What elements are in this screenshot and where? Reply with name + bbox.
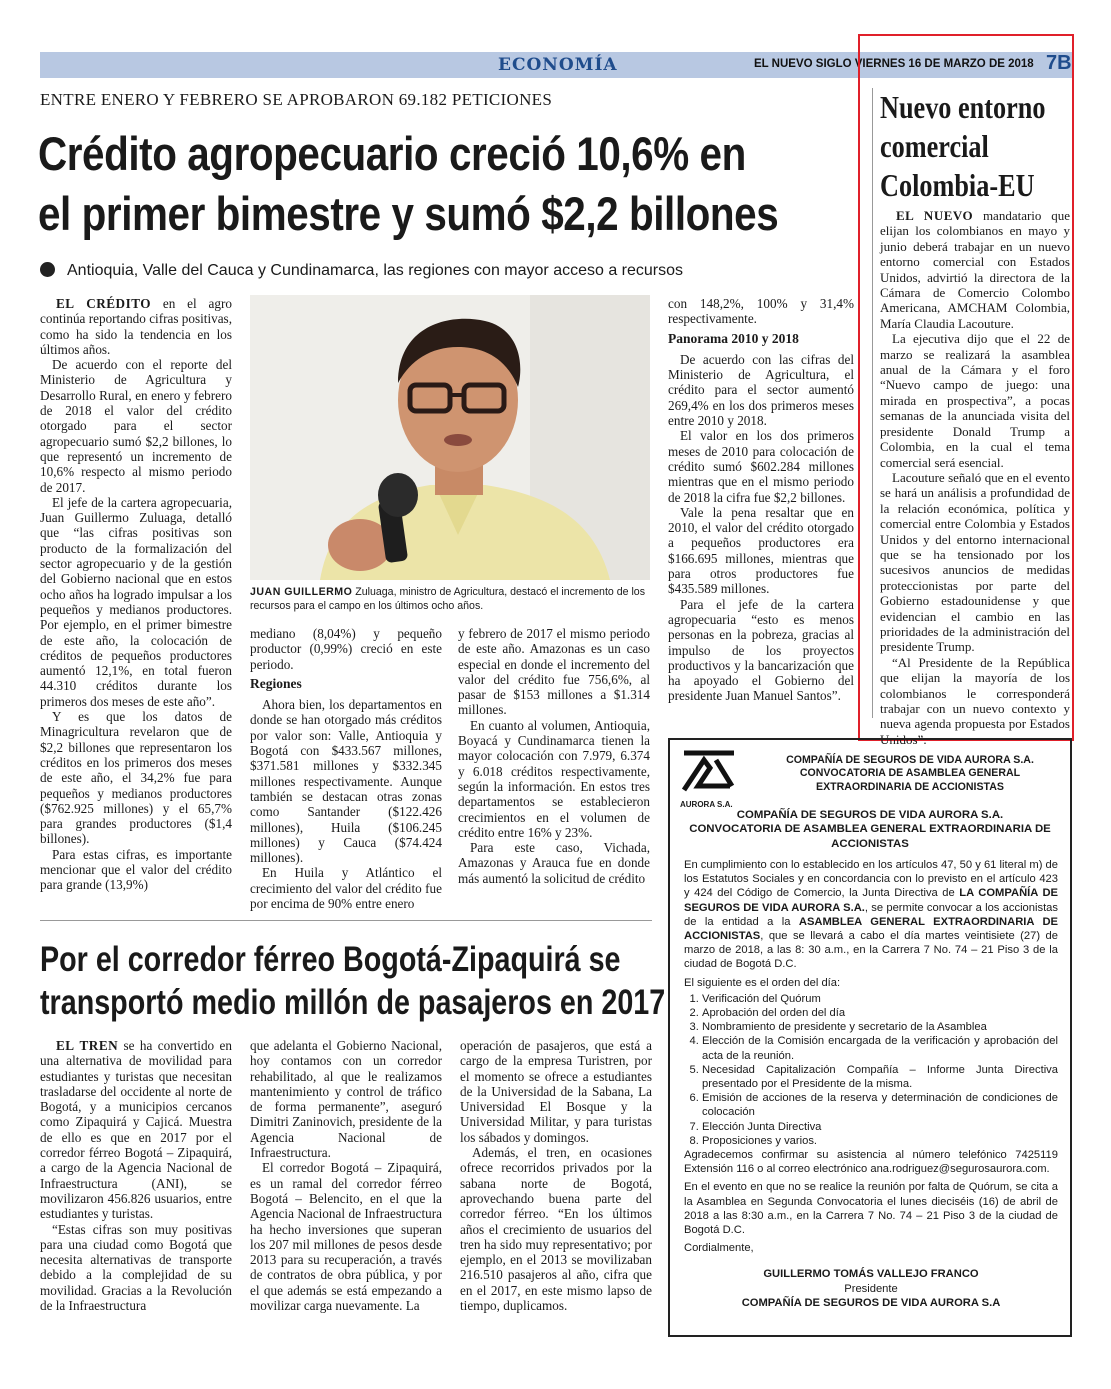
paragraph: El corredor Bogotá – Zipaquirá, es un ramal del corredor férreo Bogotá – Belencito, en el que la Agencia Nacional de Infraestructura ha hecho inversiones que superan los 207 mil millones de pesos desde 2013 para su recuperación, a través de contratos de obra pública, y por el que además se está empezando a movilizar carga nuevamente. La (250, 1160, 442, 1314)
paragraph: El valor en los dos primeros meses de 2010 para colocación de crédito sumó $602.284 millones mientras que en el mismo periodo de 2018 la cifra fue $2,2 billones. (668, 428, 854, 505)
agenda-list (684, 992, 1058, 1148)
paragraph: “Al Presidente de la República que elijan la mayoría de los colombianos le corresponderá trabajar con un nuevo contexto y nueva agenda propuesta por Estados Unidos”. (880, 654, 1070, 747)
sidebar-title-line: comercial (880, 128, 989, 164)
paragraph: Para estas cifras, es importante mencionar que el valor del crédito para grande (13,9%) (40, 846, 232, 893)
ad-top-line: EXTRAORDINARIA DE ACCIONISTAS (816, 780, 1004, 793)
paragraph: “Estas cifras son muy positivas para una ciudad como Bogotá que necesita alternativas de transporte debido a la complejidad de su movilidad. Gracias a la Revolución de la Infraestructura (40, 1221, 232, 1314)
photo-caption (250, 586, 650, 613)
paragraph: De acuerdo con el reporte del Ministerio de Agricultura y Desarrollo Rural, en enero y febrero de 2018 el valor del crédito otorgado para el sector agropecuario sumó $2,2 billones, lo que representó un incremento de 10,6% respecto al mismo periodo de 2017. (40, 357, 232, 495)
second-article-column-1 (40, 1038, 232, 1313)
second-article-column-3 (460, 1038, 652, 1313)
ad-confirm: Agradecemos confirmar su asistencia al número telefónico 7425119 Extensión 116 o al correo electrónico ana.rodriguez@segurosaurora.com. (684, 1149, 1058, 1176)
sidebar-body (880, 208, 1070, 747)
article-column-2 (250, 626, 442, 911)
minister-photo (250, 295, 650, 580)
ad-heading (682, 808, 1058, 851)
article-kicker: ENTRE ENERO Y FEBRERO SE APROBARON 69.182 PETICIONES (40, 90, 553, 109)
ad-paragraph (684, 858, 1058, 972)
paragraph: se ha convertido en una alternativa de movilidad para estudiantes y turistas que necesitan trasladarse del occidente al norte de Bogotá, y a municipios cercanos como Zipaquirá y Cajicá. Muestra de ello es que en 2017 por el corredor férreo Bogotá – Zipaquirá, a cargo de la Agencia Nacional de Infraestructura (ANI), se movilizaron 456.826 usuarios, entre estudiantes y turistas. (40, 1038, 232, 1222)
paragraph: con 148,2%, 100% y 31,4% respectivamente. (668, 296, 854, 327)
column-subheading: Regiones (250, 675, 302, 691)
agenda-item: 3. Nombramiento de presidente y secretario de la Asamblea (702, 1020, 1058, 1034)
agenda-item: 8. Proposiciones y varios. (702, 1134, 1058, 1148)
agenda-item: 7. Elección Junta Directiva (702, 1120, 1058, 1134)
paragraph: Y es que los datos de Minagricultura revelaron que de $2,2 billones que representaron los créditos en los primeros dos meses de este año, el 34,2% fue para pequeños y medianos productores ($762.925 millones) y el 65,7% para grandes productores ($1,4 billones). (40, 709, 232, 847)
ad-text-bold: ASAMBLEA GENERAL EXTRAORDINARIA DE ACCIONISTAS (684, 915, 1059, 943)
paragraph: Además, el tren, en ocasiones ofrece recorridos privados por la sabana norte de Bogotá, aprovechando buena parte del corredor férreo. “En los últimos años el crecimiento de usuarios del tren ha sido muy representativo; por ejemplo, en el 2013 se movilizaban 216.510 pasajeros al año, cifra que en el 2017, en este mismo lapso de tiempo, duplicamos. (460, 1145, 652, 1314)
ad-closing: Cordialmente, (684, 1242, 754, 1255)
ad-signer-role: Presidente (844, 1282, 898, 1295)
paragraph: que adelanta el Gobierno Nacional, hoy contamos con un corredor rehabilitado, al que le realizamos mantenimiento y control de tráfico de forma permanente”, aseguró Dimitri Zaninovich, presidente de la Agencia Nacional de Infraestructura. (250, 1038, 442, 1161)
ad-top-line: CONVOCATORIA DE ASAMBLEA GENERAL (799, 767, 1021, 780)
bullet-icon (40, 262, 55, 277)
sidebar-title (880, 88, 1046, 205)
ad-text: , que se llevará a cabo el día martes veintisiete (27) de marzo de 2018, a las 8: 30 a.m., en la Carrera 7 No. 74 – 21 Piso 3 de la ciudad de Bogotá D.C. (684, 930, 1058, 971)
lead-word: EL CRÉDITO (56, 296, 152, 311)
paragraph: En cuanto al volumen, Antioquia, Boyacá y Cundinamarca tienen la mayor colocación con 7.979, 6.374 y 6.018 créditos respectivamente, según la información. En estos tres departamentos se establecieron crecimientos en el volumen de crédito entre 16% y 23%. (458, 717, 650, 840)
paragraph: De acuerdo con las cifras del Ministerio de Agricultura, el crédito para el sector aumentó 269,4% en los dos primeros meses entre 2010 y 2018. (668, 351, 854, 429)
aurora-logo-icon (680, 750, 738, 792)
article-separator (40, 920, 652, 921)
caption-lead: JUAN GUILLERMO (250, 586, 353, 598)
agenda-item: 2. Aprobación del orden del día (702, 1006, 1058, 1020)
subhead-text: Antioquia, Valle del Cauca y Cundinamarca, las regiones con mayor acceso a recursos (67, 262, 684, 279)
headline-line-1: Crédito agropecuario creció 10,6% en (38, 127, 746, 180)
ad-top-heading (760, 754, 1060, 794)
ad-body (684, 858, 1058, 1310)
agenda-item: 4. Elección de la Comisión encargada de la verificación y aprobación del acta de la reunión. (702, 1034, 1058, 1062)
ad-second-call: En el evento en que no se realice la reunión por falta de Quórum, se cita a la Asamblea en Segunda Convocatoria el lunes dieciséis (16) de abril de 2018 a las 8:30 a.m., en la Carrera 7 No. 74 – 21 Piso 3 de la ciudad de Bogotá D.C. (684, 1181, 1058, 1237)
paragraph: La ejecutiva dijo que el 22 de marzo se realizará la asamblea anual de la Cámara y el foro “Nuevo campo de juego: una mirada en prospectiva”, a pocas semanas de la anunciada visita del presidente Donald Trump a Colombia, en la cual el tema comercial será esencial. (880, 331, 1070, 470)
paragraph: En Huila y Atlántico el crecimiento del valor del crédito fue por encima de 90% entre enero (250, 865, 442, 912)
aurora-logo (680, 750, 750, 812)
ad-text: En cumplimiento con lo establecido en los artículos 47, 50 y 61 literal m) de los Estatutos Sociales y en concordancia con lo previsto en el artículo 423 y 424 del Código de Comercio, la Junta Directiva de (684, 859, 1058, 900)
second-article-headline (40, 938, 666, 1024)
sidebar-rule (872, 88, 873, 718)
photo-illustration (250, 295, 650, 580)
sidebar-title-line: Colombia-EU (880, 167, 1035, 203)
page-number: 7B (1046, 52, 1072, 74)
article-column-1 (40, 296, 232, 893)
agenda-item: 6. Emisión de acciones de la reserva y determinación de condiciones de colocación (702, 1091, 1058, 1119)
ad-heading-line: CONVOCATORIA DE ASAMBLEA GENERAL EXTRAORDINARIA DE ACCIONISTAS (689, 823, 1051, 850)
sidebar-title-line: Nuevo entorno (880, 89, 1046, 125)
article-column-4 (668, 296, 854, 704)
ad-signer-org: COMPAÑÍA DE SEGUROS DE VIDA AURORA S.A (741, 1296, 1001, 1309)
lead-word: EL NUEVO (896, 208, 974, 223)
ad-text: , se permite convocar a los accionistas de la entidad a la (684, 901, 1059, 928)
caption-text: Zuluaga, ministro de Agricultura, destacó el incremento de los recursos para el campo en los últimos ocho años. (250, 586, 646, 612)
headline-line-2: transportó medio millón de pasajeros en 2017 (40, 983, 666, 1022)
article-headline (38, 124, 779, 244)
agenda-item: 1. Verificación del Quórum (702, 992, 1058, 1006)
ad-heading-line: COMPAÑÍA DE SEGUROS DE VIDA AURORA S.A. (736, 809, 1004, 821)
headline-line-2: el primer bimestre y sumó $2,2 billones (38, 187, 779, 240)
paragraph: Para este caso, Vichada, Amazonas y Arauca fue en donde más aumentó la solicitud de crédito (458, 840, 650, 886)
headline-line-1: Por el corredor férreo Bogotá-Zipaquirá se (40, 940, 621, 979)
agenda-item: 5. Necesidad Capitalización Compañía – Informe Junta Directiva presentado por el Presidente de la misma. (702, 1063, 1058, 1091)
paragraph: operación de pasajeros, que está a cargo de la empresa Turistren, por el momento se ofrece a estudiantes de la Universidad de la Sabana, La Universidad El Bosque y la Universidad Militar, y para turistas los sábados y domingos. (460, 1038, 652, 1145)
article-column-3 (458, 626, 650, 886)
paragraph: Ahora bien, los departamentos en donde se han otorgado más créditos por valor son: Valle, Antioquia y Bogotá con $433.567 millones, $371.581 millones y $332.345 millones respectivamente. Aunque también se destacan otras zonas como Santander ($122.426 millones), Huila ($106.245 millones) y Cauca ($74.424 millones). (250, 697, 442, 866)
shareholder-meeting-notice (668, 738, 1072, 1337)
newspaper-date: EL NUEVO SIGLO VIERNES 16 DE MARZO DE 2018 (754, 58, 1034, 70)
ad-order-intro: El siguiente es el orden del día: (684, 976, 841, 989)
ad-text-bold: LA COMPAÑÍA DE SEGUROS DE VIDA AURORA S.A. (684, 887, 1058, 914)
paragraph: y febrero de 2017 el mismo periodo de este año. Amazonas es un caso especial en donde el incremento del valor del crédito fue 756,6%, al pasar de $153 millones a $1.314 millones. (458, 626, 650, 718)
article-subhead (40, 262, 683, 280)
logo-caption: AURORA S.A. (680, 800, 733, 810)
paragraph: Para el jefe de la cartera agropecuaria “esto es menos personas en la pobreza, gracias al impulso de los proyectos productivos y la bancarización que ha apoyado el Gobierno del presidente Juan Manuel Santos”. (668, 596, 854, 704)
paragraph: El jefe de la cartera agropecuaria, Juan Guillermo Zuluaga, detalló que “las cifras positivas son producto de la formalización del sector agropecuario y de la gestión del Gobierno nacional que en estos ocho años ha logrado impulsar a los pequeños y medianos productores. Por ejemplo, en el primer bimestre de este año, la colocación de créditos de pequeños productores aumentó 12,1%, en total fueron 44.310 créditos durante los primeros dos meses de este año”. (40, 494, 232, 709)
paragraph: mandatario que elijan los colombianos en mayo y junio deberá trabajar en un nuevo entorno comercial con Estados Unidos, advirtió la directora de la Cámara de Comercio Colombo Americana, AMCHAM Colombia, María Claudia Lacouture. (880, 208, 1070, 331)
second-article-column-2 (250, 1038, 442, 1313)
paragraph: Vale la pena resaltar que en 2010, el valor del crédito otorgado a pequeños productores era $166.695 millones, mientras que para otros productores fue $435.589 millones. (668, 504, 854, 597)
section-name: ECONOMÍA (498, 55, 618, 75)
paragraph: mediano (8,04%) y pequeño productor (0,99%) creció en este periodo. (250, 626, 442, 672)
paragraph: en el agro continúa reportando cifras positivas, como ha sido la tendencia en los últimos años. (40, 296, 232, 357)
ad-top-line: COMPAÑÍA DE SEGUROS DE VIDA AURORA S.A. (786, 754, 1034, 766)
column-subheading: Panorama 2010 y 2018 (668, 330, 799, 346)
paragraph: Lacouture señaló que en el evento se hará un análisis a profundidad de la relación económica, política y comercial entre Colombia y Estados Unidos y del entorno internacional que se ha tensionado por los sucesivos anuncios de medidas proteccionistas por parte del Gobierno estadounidense y que evidencian el cambio en las prioridades de la administración del presidente Trump. (880, 469, 1070, 655)
lead-word: EL TREN (56, 1038, 119, 1053)
ad-signer: GUILLERMO TOMÁS VALLEJO FRANCO (763, 1268, 979, 1281)
